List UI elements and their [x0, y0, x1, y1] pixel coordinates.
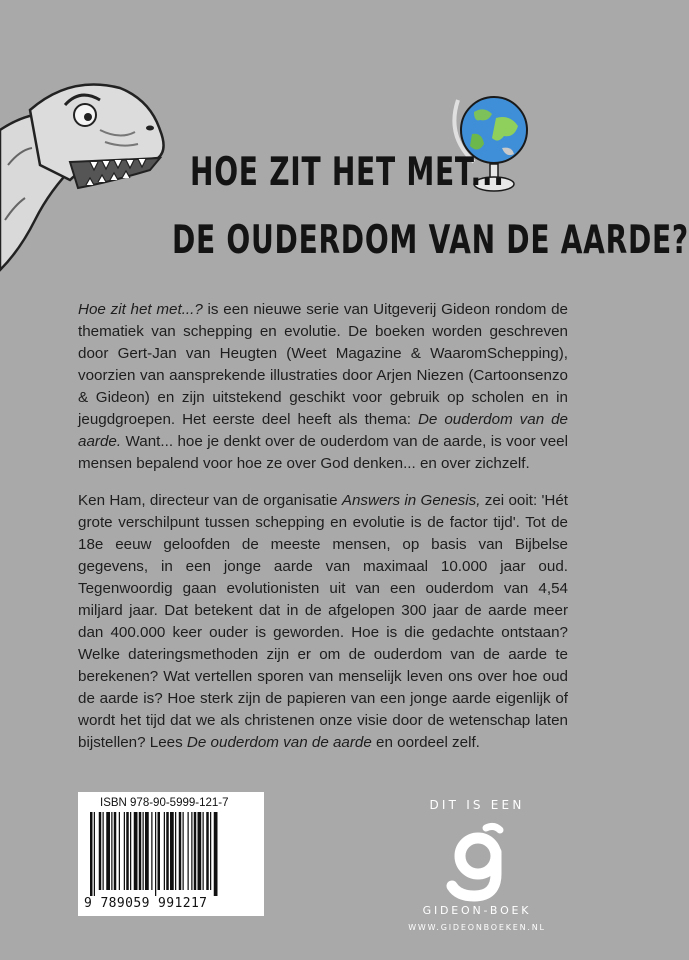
organization-name: Answers in Genesis,	[341, 492, 481, 509]
theme-name: De ouderdom van de aarde.	[78, 411, 569, 450]
gideon-logo-icon	[442, 822, 512, 902]
publisher-url: WWW.GIDEONBOEKEN.NL	[408, 923, 546, 932]
title-line-2: DE OUDERDOM VAN DE AARDE?	[172, 218, 689, 263]
description-text-1: Ken Ham, directeur van de organisatie	[78, 492, 342, 509]
title-line-1: HOE ZIT HET MET...	[190, 150, 505, 195]
publisher-tagline: DIT IS EEN	[429, 798, 525, 812]
series-name: Hoe zit het met...?	[78, 301, 203, 318]
isbn-barcode	[78, 792, 264, 916]
description-text-2: zei ooit: 'Hét grote verschilpunt tussen schepping en evolutie is de factor tijd'. Tot de 18e eeuw geloofden de meeste mensen, op basis van Bijbelse gegevens, in een jonge aarde van maximaal 10.000 jaar oud. Tegenwoordig gaan evolutionisten uit van een ouderdom van 4,54 miljard jaar. Dat betekent dat in de afgelopen 300 jaar de aarde meer dan 400.000 keer ouder is geworden. Hoe is die gedachte ontstaan? Welke dateringsmethoden zijn er om de ouderdom van de aarde te berekenen? Wat vertellen sporen van menselijk leven ons over hoe oud de aarde is? Hoe sterk zijn de papieren van een jonge aarde eigenlijk of wordt het tijd dat we als christenen onze visie door de wetenschap laten bijstellen? Lees	[78, 492, 568, 751]
publisher-name: GIDEON-BOEK	[422, 904, 532, 917]
publisher-block	[402, 798, 552, 932]
barcode-bars	[88, 812, 258, 896]
intro-text-2: Want... hoe je denkt over de ouderdom van de aarde, is voor veel mensen bepalend voor hoe ze over God denken... en over zichzelf.	[78, 433, 568, 472]
description-text-3: en oordeel zelf.	[371, 734, 480, 751]
intro-text-1: is een nieuwe serie van Uitgeverij Gideon rondom de thematiek van schepping en evolutie. De boeken worden geschreven door Gert-Jan van Heugten (Weet Magazine & WaaromSchepping), voorzien van aansprekende illustraties door Arjen Niezen (Cartoonsenzo & Gideon) en zijn uitstekend geschikt voor gebruik op scholen en in jeugdgroepen. Het eerste deel heeft als thema:	[78, 301, 568, 428]
book-title-inline: De ouderdom van de aarde	[186, 734, 372, 751]
isbn-label: ISBN 978-90-5999-121-7	[100, 797, 229, 809]
description-paragraph	[78, 490, 568, 754]
isbn-digits: 9 789059 991217	[84, 896, 208, 911]
intro-paragraph	[78, 299, 568, 475]
